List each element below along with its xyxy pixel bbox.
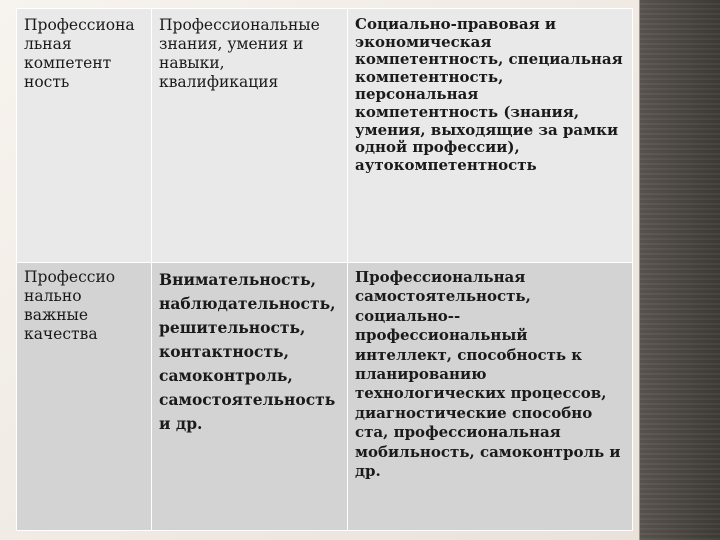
- table-row: [17, 263, 633, 531]
- decorative-side-panel: [640, 0, 720, 540]
- competence-table: [16, 8, 633, 531]
- table-cell: Профессиона льная компетент ность: [17, 9, 152, 263]
- table-cell: Профессио нально важные качества: [17, 263, 152, 531]
- table-cell: Социально-правовая и экономическая компетентность, специальная компетентность, персональная компетентность (знания, умения, выходящие за рамки одной профессии), аутокомпетентность: [348, 9, 633, 263]
- table-cell: Профессиональная самостоятельность, социально-- профессиональный интеллект, способность к планированию технологических процессов, диагностические способно ста, профессиональная мобильность, самоконтроль и др.: [348, 263, 633, 531]
- table-cell: Внимательность, наблюдательность, решительность, контактность, самоконтроль, самостоятельность и др.: [152, 263, 348, 531]
- table-row: [17, 9, 633, 263]
- table-cell: Профессиональные знания, умения и навыки, квалификация: [152, 9, 348, 263]
- panel-texture: [640, 0, 720, 540]
